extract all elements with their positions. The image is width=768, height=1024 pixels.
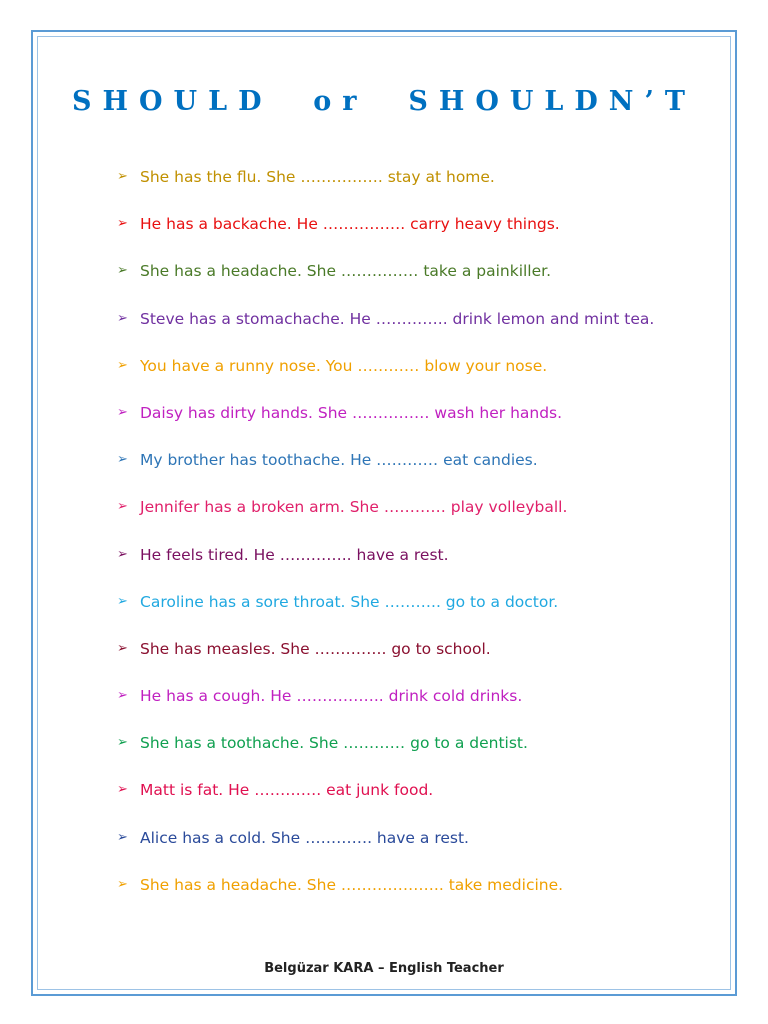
exercise-sentence: Daisy has dirty hands. She …………… wash her hands.: [140, 403, 563, 422]
exercise-sentence: She has a headache. She ……………….. take medicine.: [140, 875, 564, 894]
exercise-item: [117, 872, 717, 919]
exercise-sentence: He has a cough. He …………….. drink cold drinks.: [140, 687, 523, 706]
worksheet-title: SHOULD or SHOULDN’T: [72, 86, 696, 117]
exercise-sentence: You have a runny nose. You ………… blow your nose.: [140, 356, 548, 375]
exercise-item: [117, 258, 717, 305]
arrowhead-bullet-icon: ➢: [117, 546, 128, 562]
exercise-sentence: Alice has a cold. She …………. have a rest.: [140, 828, 469, 847]
exercise-list: [117, 164, 717, 919]
arrowhead-bullet-icon: ➢: [117, 452, 128, 468]
exercise-sentence: Matt is fat. He …………. eat junk food.: [140, 781, 434, 800]
exercise-sentence: Caroline has a sore throat. She ……….. go to a doctor.: [140, 592, 559, 611]
arrowhead-bullet-icon: ➢: [117, 640, 128, 656]
exercise-sentence: He feels tired. He ………….. have a rest.: [140, 545, 449, 564]
exercise-item: [117, 400, 717, 447]
arrowhead-bullet-icon: ➢: [117, 782, 128, 798]
arrowhead-bullet-icon: ➢: [117, 688, 128, 704]
arrowhead-bullet-icon: ➢: [117, 735, 128, 751]
arrowhead-bullet-icon: ➢: [117, 216, 128, 232]
exercise-sentence: Jennifer has a broken arm. She ………… play volleyball.: [140, 498, 568, 517]
exercise-item: [117, 164, 717, 211]
exercise-item: [117, 306, 717, 353]
exercise-sentence: She has a headache. She …………… take a painkiller.: [140, 262, 552, 281]
exercise-sentence: She has measles. She ………….. go to school.: [140, 639, 491, 658]
arrowhead-bullet-icon: ➢: [117, 876, 128, 892]
exercise-item: [117, 211, 717, 258]
author-footer: Belgüzar KARA – English Teacher: [264, 961, 504, 976]
exercise-item: [117, 589, 717, 636]
exercise-item: [117, 636, 717, 683]
exercise-item: [117, 730, 717, 777]
exercise-sentence: She has the flu. She ……………. stay at home.: [140, 168, 495, 186]
exercise-item: [117, 542, 717, 589]
exercise-item: [117, 683, 717, 730]
exercise-item: [117, 825, 717, 872]
exercise-sentence: She has a toothache. She ………… go to a dentist.: [140, 734, 528, 753]
arrowhead-bullet-icon: ➢: [117, 169, 128, 184]
exercise-item: [117, 777, 717, 824]
exercise-item: [117, 447, 717, 494]
arrowhead-bullet-icon: ➢: [117, 263, 128, 279]
arrowhead-bullet-icon: ➢: [117, 829, 128, 845]
arrowhead-bullet-icon: ➢: [117, 310, 128, 326]
exercise-sentence: My brother has toothache. He ………… eat candies.: [140, 451, 538, 470]
arrowhead-bullet-icon: ➢: [117, 499, 128, 515]
arrowhead-bullet-icon: ➢: [117, 357, 128, 373]
arrowhead-bullet-icon: ➢: [117, 404, 128, 420]
exercise-sentence: He has a backache. He ……………. carry heavy things.: [140, 215, 560, 234]
exercise-item: [117, 353, 717, 400]
arrowhead-bullet-icon: ➢: [117, 593, 128, 609]
exercise-sentence: Steve has a stomachache. He ………….. drink lemon and mint tea.: [140, 309, 655, 328]
exercise-item: [117, 494, 717, 541]
